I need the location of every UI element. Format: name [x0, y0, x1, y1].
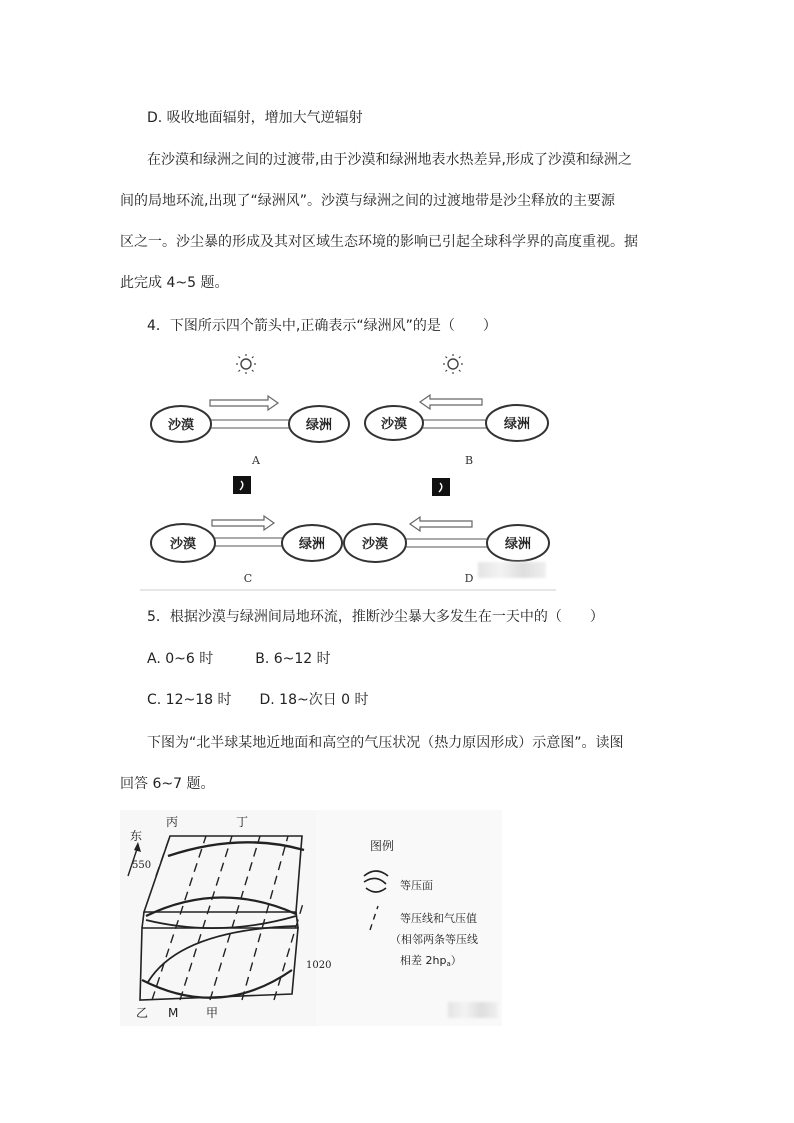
question-5-options-cd: C. 12~18 时 D. 18~次日 0 时 [147, 692, 369, 708]
oasis-label: 绿洲 [503, 417, 531, 432]
legend-note-1: （相邻两条等压线 [390, 933, 478, 946]
arrow-c [212, 516, 274, 530]
watermark-blur [478, 562, 546, 578]
arrow-d [410, 517, 472, 531]
desert-label: 沙漠 [380, 417, 408, 432]
arrow-a [210, 396, 278, 410]
panel-label-a: A [252, 454, 260, 467]
value-550: 550 [132, 860, 152, 871]
label-bing: 丙 [166, 815, 179, 829]
oasis-label: 绿洲 [504, 537, 532, 552]
option-d-text: D. 吸收地面辐射，增加大气逆辐射 [147, 110, 363, 126]
oasis-label: 绿洲 [305, 418, 333, 433]
legend-note-2: 相差 2hpa） [400, 954, 462, 968]
question-5: 5．根据沙漠与绿洲间局地环流，推断沙尘暴大多发生在一天中的（ ） [147, 609, 604, 625]
paragraph-line: 间的局地环流,出现了“绿洲风”。沙漠与绿洲之间的过渡地带是沙尘释放的主要源 [120, 193, 615, 209]
desert-label: 沙漠 [361, 537, 389, 552]
question-4: 4．下图所示四个箭头中,正确表示“绿洲风”的是（ ） [147, 318, 497, 334]
label-m: M [168, 1006, 179, 1020]
label-dong: 东 [130, 829, 143, 843]
panel-label-d: D [464, 572, 474, 585]
legend-isobaric-surface: 等压面 [400, 879, 433, 892]
question-5-options-ab: A. 0~6 时 B. 6~12 时 [147, 651, 331, 667]
sun-icon [236, 354, 256, 374]
moon-icon [432, 478, 450, 496]
legend-title: 图例 [370, 839, 395, 853]
oasis-label: 绿洲 [298, 537, 326, 552]
label-jia: 甲 [206, 1006, 219, 1020]
oasis-wind-figure [140, 348, 556, 592]
watermark-blur [448, 1002, 498, 1018]
desert-label: 沙漠 [169, 537, 197, 552]
label-yi: 乙 [136, 1006, 149, 1020]
value-1020: 1020 [306, 960, 332, 971]
legend-isobar: 等压线和气压值 [400, 912, 477, 925]
paragraph-line: 在沙漠和绿洲之间的过渡带,由于沙漠和绿洲地表水热差异,形成了沙漠和绿洲之 [147, 152, 632, 168]
arrow-b [420, 395, 482, 409]
label-ding: 丁 [236, 815, 249, 829]
panel-label-c: C [243, 572, 253, 585]
paragraph-line: 区之一。沙尘暴的形成及其对区域生态环境的影响已引起全球科学界的高度重视。据 [120, 234, 638, 250]
paragraph-line: 此完成 4~5 题。 [120, 275, 229, 291]
panel-label-b: B [464, 454, 474, 467]
moon-icon [233, 476, 251, 494]
isobaric-figure [120, 810, 502, 1026]
paragraph-line: 下图为“北半球某地近地面和高空的气压状况（热力原因形成）示意图”。读图 [147, 735, 624, 751]
desert-label: 沙漠 [167, 418, 195, 433]
paragraph-line: 回答 6~7 题。 [120, 776, 215, 792]
sun-icon [443, 354, 463, 374]
